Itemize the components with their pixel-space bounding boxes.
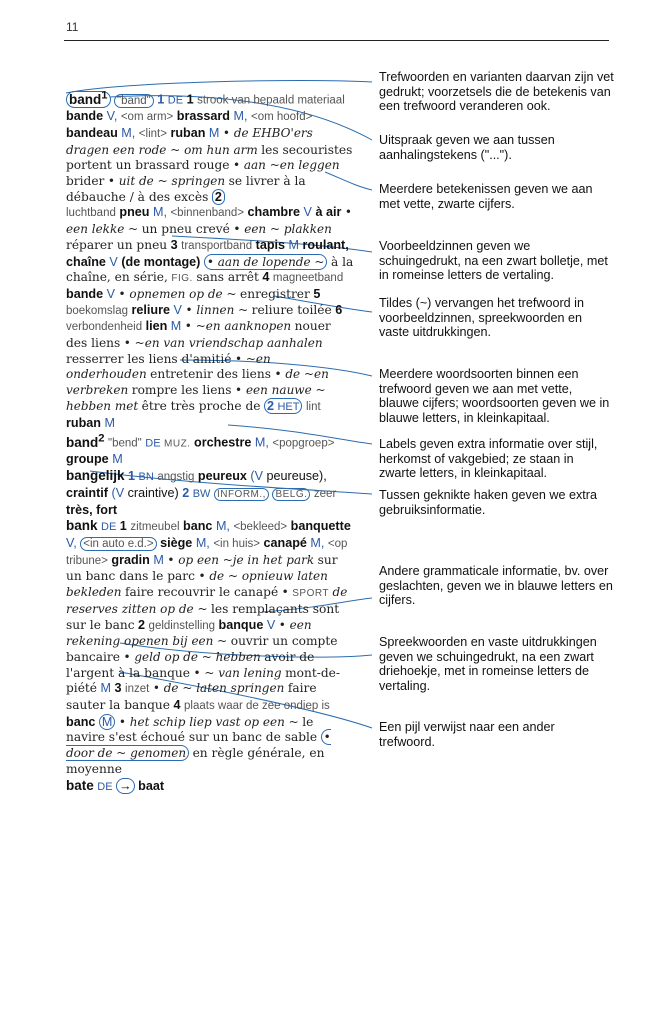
example: • opnemen op de ~ — [118, 286, 237, 301]
usage-info: <op tribune> — [66, 537, 348, 567]
sense-number: 3 — [170, 237, 178, 252]
gloss: inzet — [125, 683, 150, 696]
gender: V, — [106, 109, 118, 124]
example: de reserves zitten op de ~ — [66, 585, 348, 616]
pos-label: BN — [138, 471, 154, 484]
annotation-examples: Voorbeeldzinnen geven we schuingedrukt, na een zwart bolletje, met in romeinse letters de vertaling. — [379, 239, 608, 283]
example: • ~en aanknopen — [184, 319, 292, 334]
headword: bank — [66, 518, 98, 534]
example-translation: avoir de l'argent à la banque — [66, 649, 315, 680]
gender: M — [112, 452, 123, 467]
example: • de ~ laten springen — [152, 681, 285, 696]
pos-number: 1 — [157, 92, 165, 107]
origin-label: BELG. — [272, 488, 310, 501]
example: • een rekening openen bij een ~ — [66, 617, 312, 649]
sense-number: 5 — [313, 286, 321, 301]
gender: M — [288, 237, 300, 252]
translation: bande — [66, 109, 104, 124]
usage-info: <popgroep> — [272, 437, 335, 450]
example: • geld op de ~ hebben — [123, 649, 261, 664]
usage-info: <binnenband> — [170, 207, 245, 220]
translation: banc — [66, 714, 96, 729]
style-label: MUZ. — [164, 438, 191, 450]
gender: V — [106, 286, 115, 301]
translation: pneu — [119, 205, 150, 220]
sense-number: 6 — [335, 302, 343, 317]
pos-number: 2 — [266, 398, 274, 413]
entry-bangelijk — [66, 468, 354, 518]
headword: bate — [66, 777, 94, 793]
headword: bangelijk — [66, 468, 125, 484]
proverb-translation: en règle générale, en moyenne — [66, 746, 325, 776]
translation: banquette — [290, 519, 351, 534]
example-translation: resserrer les liens d'amitié — [66, 351, 232, 366]
annotation-proverbs: Spreekwoorden en vaste uitdrukkingen geven we schuingedrukt, na een zwart driehoekje, met in romeinse letters de vertaling. — [379, 635, 597, 693]
gloss: transportband — [181, 239, 253, 252]
entry-band1 — [66, 88, 354, 431]
pos-label: DE — [97, 780, 113, 793]
translation-feminine: peureuse), — [266, 469, 327, 484]
example-translation: se livrer à la débauche / à des excès — [66, 174, 306, 204]
sense-number: 4 — [262, 270, 270, 285]
annotation-arrow: Een pijl verwijst naar een ander trefwoord. — [379, 720, 555, 749]
translation: tapis — [255, 237, 286, 252]
gloss: zeer — [313, 487, 337, 500]
pos-number: 2 — [182, 485, 190, 500]
gender: M, — [195, 535, 210, 550]
example-translation: être très proche de — [141, 398, 261, 413]
gloss: geldinstelling — [148, 619, 216, 632]
example: • een ~ plakken — [233, 222, 332, 237]
gloss: zitmeubel — [130, 521, 180, 534]
annotation-pos: Meerdere woordsoorten binnen een trefwoord geven we aan met vette, blauwe cijfers; woordsoorten geven we in blauwe letters, in kleinkapitaal. — [379, 367, 610, 425]
pos-label: DE — [145, 437, 161, 450]
example-translation: faire recouvrir le canapé — [125, 585, 279, 600]
style-label: FIG. — [171, 273, 193, 285]
pos-number: 1 — [128, 469, 136, 484]
example: • ~ van lening — [193, 665, 282, 680]
example: • het schip liep vast op een ~ — [118, 714, 299, 729]
gender: M, — [121, 125, 136, 140]
gender: (V — [250, 469, 263, 484]
example-translation: sans arrêt — [196, 270, 259, 285]
example: • de ~ opnieuw laten bekleden — [66, 569, 328, 600]
translation: orchestre — [194, 435, 252, 450]
example-translation: faire sauter la banque — [66, 681, 317, 713]
translation: gradin — [111, 552, 150, 567]
example-translation: les secouristes portent un brassard rouge — [66, 142, 353, 173]
headword: band$^1$ — [66, 91, 111, 108]
translation-feminine: craintive) — [127, 485, 179, 500]
annotation-senses: Meerdere betekenissen geven we aan met vette, zwarte cijfers. — [379, 182, 593, 211]
gender: M — [170, 319, 182, 334]
translation: siège — [160, 535, 193, 550]
example: • ~en van vriendschap aanhalen — [123, 336, 323, 351]
translation: ruban — [170, 125, 206, 140]
example-translation: enregistrer — [240, 286, 310, 301]
example-translation: reliure toilée — [251, 302, 332, 317]
example: • op een ~je in het park — [167, 552, 315, 567]
gloss: verbondenheid — [66, 321, 143, 334]
example-bullet: • — [281, 585, 289, 600]
gender: (V — [111, 485, 125, 500]
example-translation: rompre les liens — [131, 383, 232, 398]
example: • linnen ~ — [185, 302, 249, 317]
translation: groupe — [66, 452, 109, 467]
sense-number: 3 — [114, 681, 122, 696]
sense-number: 1 — [119, 519, 127, 534]
example: • de EHBO'ers dragen een rode ~ om hun arm — [66, 125, 313, 157]
annotation-headwords: Trefwoorden en varianten daarvan zijn vet gedrukt; voorzetsels die de betekenis van een trefwoord veranderen ook. — [379, 70, 614, 114]
page-number: 11 — [66, 20, 79, 34]
translation: banc — [183, 519, 213, 534]
gender: M — [153, 552, 164, 567]
translation: canapé — [263, 535, 307, 550]
translation: ruban — [66, 415, 101, 430]
translation: reliure — [131, 302, 171, 317]
pronunciation: "bend" — [108, 437, 142, 450]
gender: V, — [66, 535, 77, 550]
usage-info: <in auto e.d.> — [80, 537, 156, 551]
translation: (de montage) — [121, 254, 201, 269]
gender: M, — [233, 109, 248, 124]
translation: craintif — [66, 485, 108, 500]
example-translation: ouvrir un compte bancaire — [66, 634, 338, 664]
pos-label: HET — [277, 400, 300, 413]
header-rule — [64, 40, 609, 41]
entry-bate — [66, 778, 354, 796]
gender: M, — [254, 435, 269, 450]
gloss: plaats waar de zee ondiep is — [184, 700, 330, 713]
example-translation: entretenir des liens — [150, 367, 271, 382]
gender: V — [173, 302, 182, 317]
sense-number: 4 — [173, 698, 181, 713]
translation: banque — [218, 617, 264, 632]
dictionary-column — [66, 88, 354, 795]
gender: M — [100, 681, 112, 696]
annotation-tildes: Tildes (~) vervangen het trefwoord in voorbeeldzinnen, spreekwoorden en vaste uitdrukkingen. — [379, 296, 584, 340]
gloss: boekomslag — [66, 304, 129, 317]
example: • de ~en verbreken — [66, 367, 329, 398]
translation: peureux — [197, 469, 247, 484]
sense-number: 2 — [138, 617, 146, 632]
usage-info: <bekleed> — [233, 521, 288, 534]
gender: M — [104, 415, 115, 430]
entry-bank — [66, 518, 354, 777]
pos-label: DE — [101, 521, 117, 534]
gloss: angstig — [157, 471, 195, 484]
example-translation: réparer un pneu — [66, 237, 168, 252]
example-translation: un pneu crevé — [141, 222, 230, 237]
translation: roulant, chaîne — [66, 237, 349, 269]
example-translation: mont-de-piété — [66, 665, 340, 696]
proverb: • door de ~ genomen — [66, 730, 331, 761]
example-translation: brider — [66, 174, 105, 189]
gender: M — [208, 125, 220, 140]
translation: bande — [66, 286, 104, 301]
example-translation: à la chaîne, en série, — [66, 254, 354, 285]
gloss: lint — [305, 400, 321, 413]
example-translation: les remplaçants sont sur le banc — [66, 601, 340, 632]
example-translation: nouer des liens — [66, 319, 331, 351]
annotation-labels: Labels geven extra informatie over stijl, herkomst of vakgebied; ze staan in zwarte letters, in kleinkapitaal. — [379, 437, 598, 481]
sense-number: 2 — [212, 189, 225, 205]
annotation-grammar: Andere grammaticale informatie, bv. over geslachten, geven we in blauwe letters en cijfers. — [379, 564, 613, 608]
usage-info: <lint> — [138, 127, 167, 140]
pronunciation: "band" — [114, 94, 154, 108]
gloss: magneetband — [272, 272, 344, 285]
entry-band2 — [66, 431, 354, 468]
cross-reference[interactable]: baat — [138, 778, 165, 793]
example: • ~en onderhouden — [66, 351, 271, 382]
translation: lien — [145, 319, 168, 334]
sense-number: 1 — [186, 92, 194, 107]
annotation-brackets: Tussen geknikte haken geven we extra gebruiksinformatie. — [379, 488, 597, 517]
example: • uit de ~ springen — [107, 174, 226, 189]
pos-label: DE — [167, 94, 184, 107]
example: • aan ~en leggen — [232, 158, 340, 173]
annotation-pronunciation: Uitspraak geven we aan tussen aanhalingstekens ("..."). — [379, 133, 555, 162]
gender: M, — [152, 205, 167, 220]
example: • een nauwe ~ hebben met — [66, 383, 326, 413]
gender: V — [109, 254, 118, 269]
style-label: INFORM., — [214, 488, 269, 501]
gender: V — [303, 205, 312, 220]
example-translation: le navire s'est échoué sur un banc de sable — [66, 714, 318, 745]
cross-reference-arrow-icon: → — [116, 778, 135, 794]
gender: M, — [310, 535, 325, 550]
gender: M, — [215, 519, 230, 534]
gender: V — [266, 617, 276, 632]
translation: très, fort — [66, 502, 118, 517]
translation: à air — [315, 205, 342, 220]
style-label: SPORT — [292, 588, 330, 600]
headword: band$^2$ — [66, 432, 105, 450]
gender: M — [99, 714, 116, 730]
gloss: strook van bepaald materiaal — [197, 94, 345, 107]
usage-info: <om hoofd> — [250, 111, 313, 124]
example-translation: sur un banc dans le parc — [66, 552, 338, 584]
example: • aan de lopende ~ — [204, 254, 328, 270]
translation: chambre — [247, 205, 301, 220]
usage-info: <in huis> — [213, 537, 260, 550]
gloss: luchtband — [66, 207, 116, 220]
example: • een lekke ~ — [66, 205, 352, 237]
usage-info: <om arm> — [120, 111, 174, 124]
pos-label: BW — [192, 487, 211, 500]
translation: bandeau — [66, 125, 118, 140]
translation: brassard — [176, 109, 230, 124]
